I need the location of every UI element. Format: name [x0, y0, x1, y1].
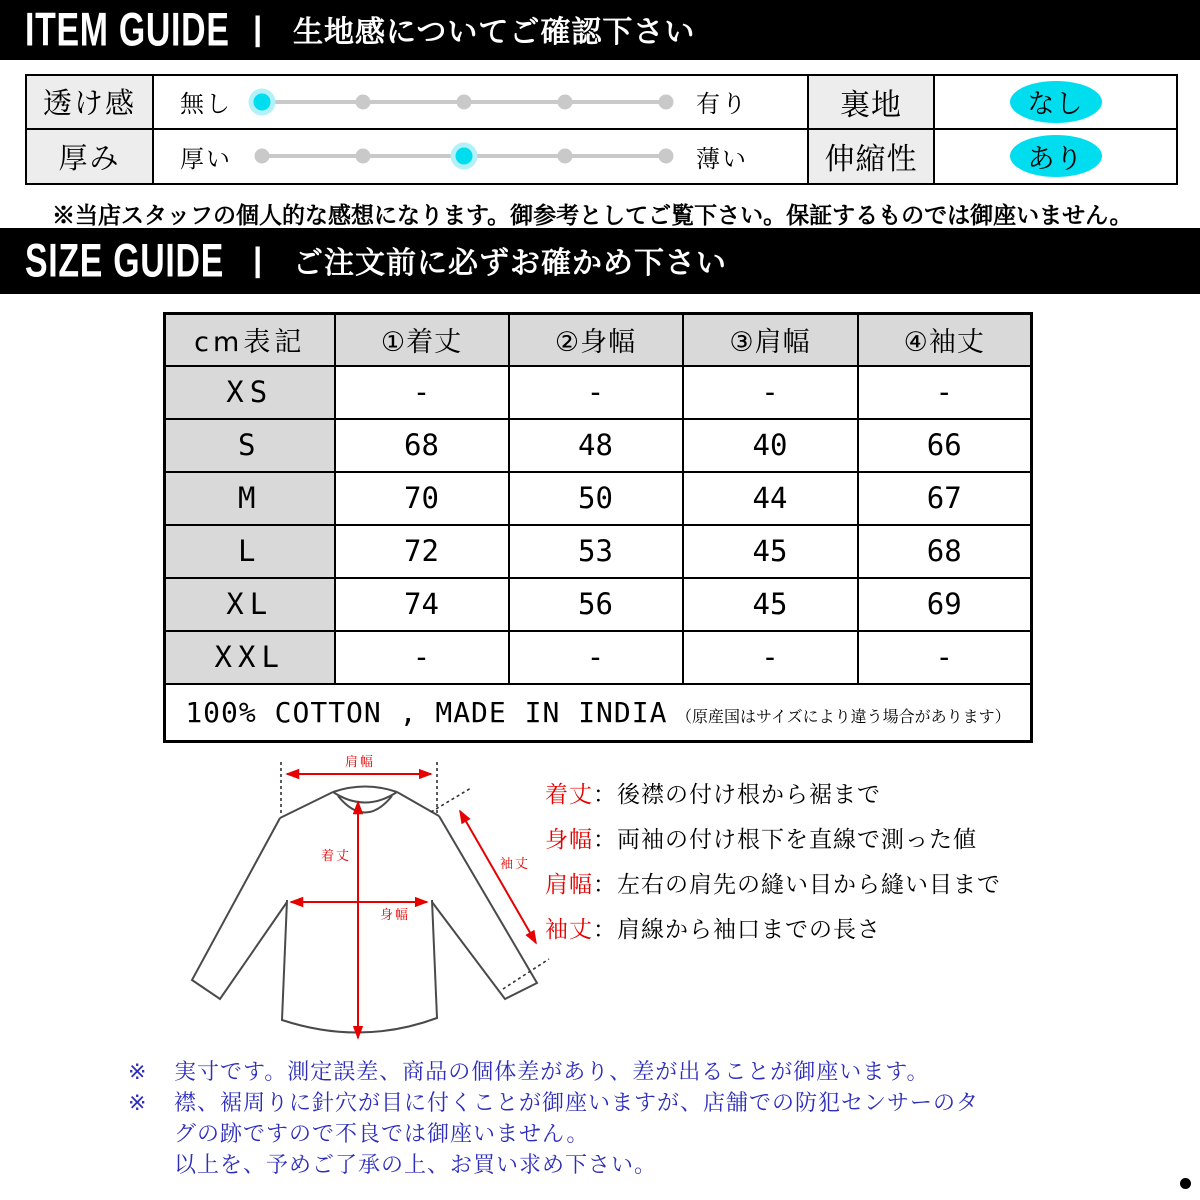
- legend-term: 肩幅: [545, 871, 593, 897]
- material-note: （原産国はサイズにより違う場合があります）: [675, 708, 1011, 726]
- lining-label: 裏地: [809, 76, 935, 130]
- size-label: M: [165, 472, 335, 525]
- note-line: [128, 1118, 979, 1149]
- legend-colon: ：: [593, 781, 617, 807]
- slider-dot: [659, 94, 674, 109]
- note-marker: ※: [128, 1059, 148, 1084]
- slider-dot: [457, 94, 472, 109]
- item-guide-subtitle: 生地感についてご確認下さい: [293, 16, 696, 50]
- col-header-sleeve: ④袖丈: [858, 314, 1032, 366]
- table-row-l: [165, 525, 1032, 578]
- slider-dot: [356, 94, 371, 109]
- measure-arrows: [287, 774, 536, 1038]
- legend-desc: 後襟の付け根から裾まで: [617, 781, 881, 807]
- table-cell: 56: [509, 578, 683, 631]
- table-cell: 70: [335, 472, 509, 525]
- slider-dot: [558, 149, 573, 164]
- table-cell: 44: [683, 472, 858, 525]
- legend-term: 身幅: [545, 826, 593, 852]
- size-guide-subtitle: ご注文前に必ずお確かめ下さい: [293, 247, 727, 281]
- legend-colon: ：: [593, 871, 617, 897]
- stretch-value-cell: [935, 130, 1176, 184]
- slider-track: [262, 154, 666, 158]
- size-guide-header-bar: [0, 228, 1200, 294]
- legend-term: 着丈: [545, 781, 593, 807]
- item-guide-header-bar: [0, 0, 1200, 60]
- item-guide-title: ITEM GUIDE: [25, 2, 230, 56]
- table-cell: 67: [858, 472, 1032, 525]
- table-cell: -: [335, 366, 509, 419]
- table-cell: 40: [683, 419, 858, 472]
- col-header-cm: cm表記: [165, 314, 335, 366]
- legend-term: 袖丈: [545, 916, 593, 942]
- purchase-notes: [128, 1056, 979, 1180]
- legend-item-sleeve: [545, 911, 1001, 956]
- fabric-row-label-sheerness: 透け感: [27, 76, 154, 130]
- header-separator: |: [253, 240, 263, 278]
- legend-colon: ：: [593, 826, 617, 852]
- table-cell: 53: [509, 525, 683, 578]
- legend-desc: 両袖の付け根下を直線で測った値: [617, 826, 977, 852]
- slider-left-label: 無し: [180, 91, 232, 119]
- table-cell: 48: [509, 419, 683, 472]
- diagram-label-width: 身幅: [379, 907, 411, 922]
- stretch-value-badge: あり: [1010, 135, 1102, 177]
- size-label: S: [165, 419, 335, 472]
- size-table: [163, 312, 1033, 743]
- staff-disclaimer: ※当店スタッフの個人的な感想になります。御参考としてご覧下さい。保証するものでは御座いません。: [52, 202, 1133, 228]
- table-cell: 45: [683, 525, 858, 578]
- col-header-shoulder: ③肩幅: [683, 314, 858, 366]
- size-label: XL: [165, 578, 335, 631]
- table-row-xl: [165, 578, 1032, 631]
- note-line: [128, 1087, 979, 1118]
- table-cell: -: [683, 366, 858, 419]
- thickness-slider: [154, 130, 809, 184]
- size-label: XXL: [165, 631, 335, 684]
- table-cell: 68: [335, 419, 509, 472]
- table-cell: 45: [683, 578, 858, 631]
- material-text: 100% COTTON , MADE IN INDIA: [185, 695, 668, 729]
- measurement-legend: [545, 776, 1001, 956]
- lining-value-cell: [935, 76, 1176, 130]
- slider-track: [262, 100, 666, 104]
- slider-dot: [356, 149, 371, 164]
- table-row-s: [165, 419, 1032, 472]
- table-cell: 50: [509, 472, 683, 525]
- legend-item-length: [545, 776, 1001, 821]
- table-cell: 66: [858, 419, 1032, 472]
- table-row-xs: [165, 366, 1032, 419]
- legend-item-width: [545, 821, 1001, 866]
- table-cell: -: [509, 366, 683, 419]
- sheerness-slider: [154, 76, 809, 130]
- slider-dot: [558, 94, 573, 109]
- measure-guides: [281, 762, 549, 989]
- table-cell: -: [858, 631, 1032, 684]
- note-line: [128, 1149, 979, 1180]
- note-text: 襟、裾周りに針穴が目に付くことが御座いますが、店舗での防犯センサーのタ: [174, 1090, 980, 1115]
- legend-desc: 肩線から袖口までの長さ: [617, 916, 881, 942]
- diagram-label-sleeve: 袖丈: [499, 856, 531, 871]
- note-text: グの跡ですので不良では御座いません。: [174, 1121, 590, 1146]
- diagram-label-length: 着丈: [320, 848, 352, 863]
- table-footer-row: [165, 684, 1032, 742]
- col-header-length: ①着丈: [335, 314, 509, 366]
- material-cell: [165, 684, 1032, 742]
- legend-item-shoulder: [545, 866, 1001, 911]
- size-label: XS: [165, 366, 335, 419]
- table-row-m: [165, 472, 1032, 525]
- slider-right-label: 有り: [696, 91, 748, 119]
- note-marker: [128, 1149, 174, 1180]
- note-line: [128, 1056, 979, 1087]
- note-text: 実寸です。測定誤差、商品の個体差があり、差が出ることが御座います。: [174, 1059, 930, 1084]
- lining-value-badge: なし: [1010, 81, 1102, 123]
- size-table-header-row: [165, 314, 1032, 366]
- slider-dot: [659, 149, 674, 164]
- table-row-xxl: [165, 631, 1032, 684]
- end-dot-mark: [1180, 1178, 1191, 1189]
- table-cell: -: [335, 631, 509, 684]
- table-cell: 74: [335, 578, 509, 631]
- size-guide-title: SIZE GUIDE: [25, 233, 224, 287]
- shirt-outline: [192, 787, 537, 1033]
- col-header-width: ②身幅: [509, 314, 683, 366]
- fabric-feel-table: [25, 74, 1178, 185]
- table-cell: -: [858, 366, 1032, 419]
- slider-dot: [255, 149, 270, 164]
- slider-left-label: 厚い: [180, 145, 232, 173]
- table-cell: -: [683, 631, 858, 684]
- note-marker: ※: [128, 1090, 148, 1115]
- header-separator: |: [253, 9, 263, 47]
- table-cell: 68: [858, 525, 1032, 578]
- note-marker: [128, 1118, 174, 1149]
- table-cell: -: [509, 631, 683, 684]
- size-label: L: [165, 525, 335, 578]
- table-cell: 69: [858, 578, 1032, 631]
- slider-right-label: 薄い: [696, 145, 748, 173]
- stretch-label: 伸縮性: [809, 130, 935, 184]
- legend-desc: 左右の肩先の縫い目から縫い目まで: [617, 871, 1001, 897]
- table-cell: 72: [335, 525, 509, 578]
- shirt-measurement-diagram: [165, 752, 555, 1048]
- fabric-row-label-thickness: 厚み: [27, 130, 154, 184]
- slider-dot-active: [254, 93, 271, 110]
- diagram-label-shoulder: 肩幅: [344, 754, 376, 769]
- note-text: 以上を、予めご了承の上、お買い求め下さい。: [174, 1152, 658, 1177]
- legend-colon: ：: [593, 916, 617, 942]
- slider-dot-active: [456, 148, 473, 165]
